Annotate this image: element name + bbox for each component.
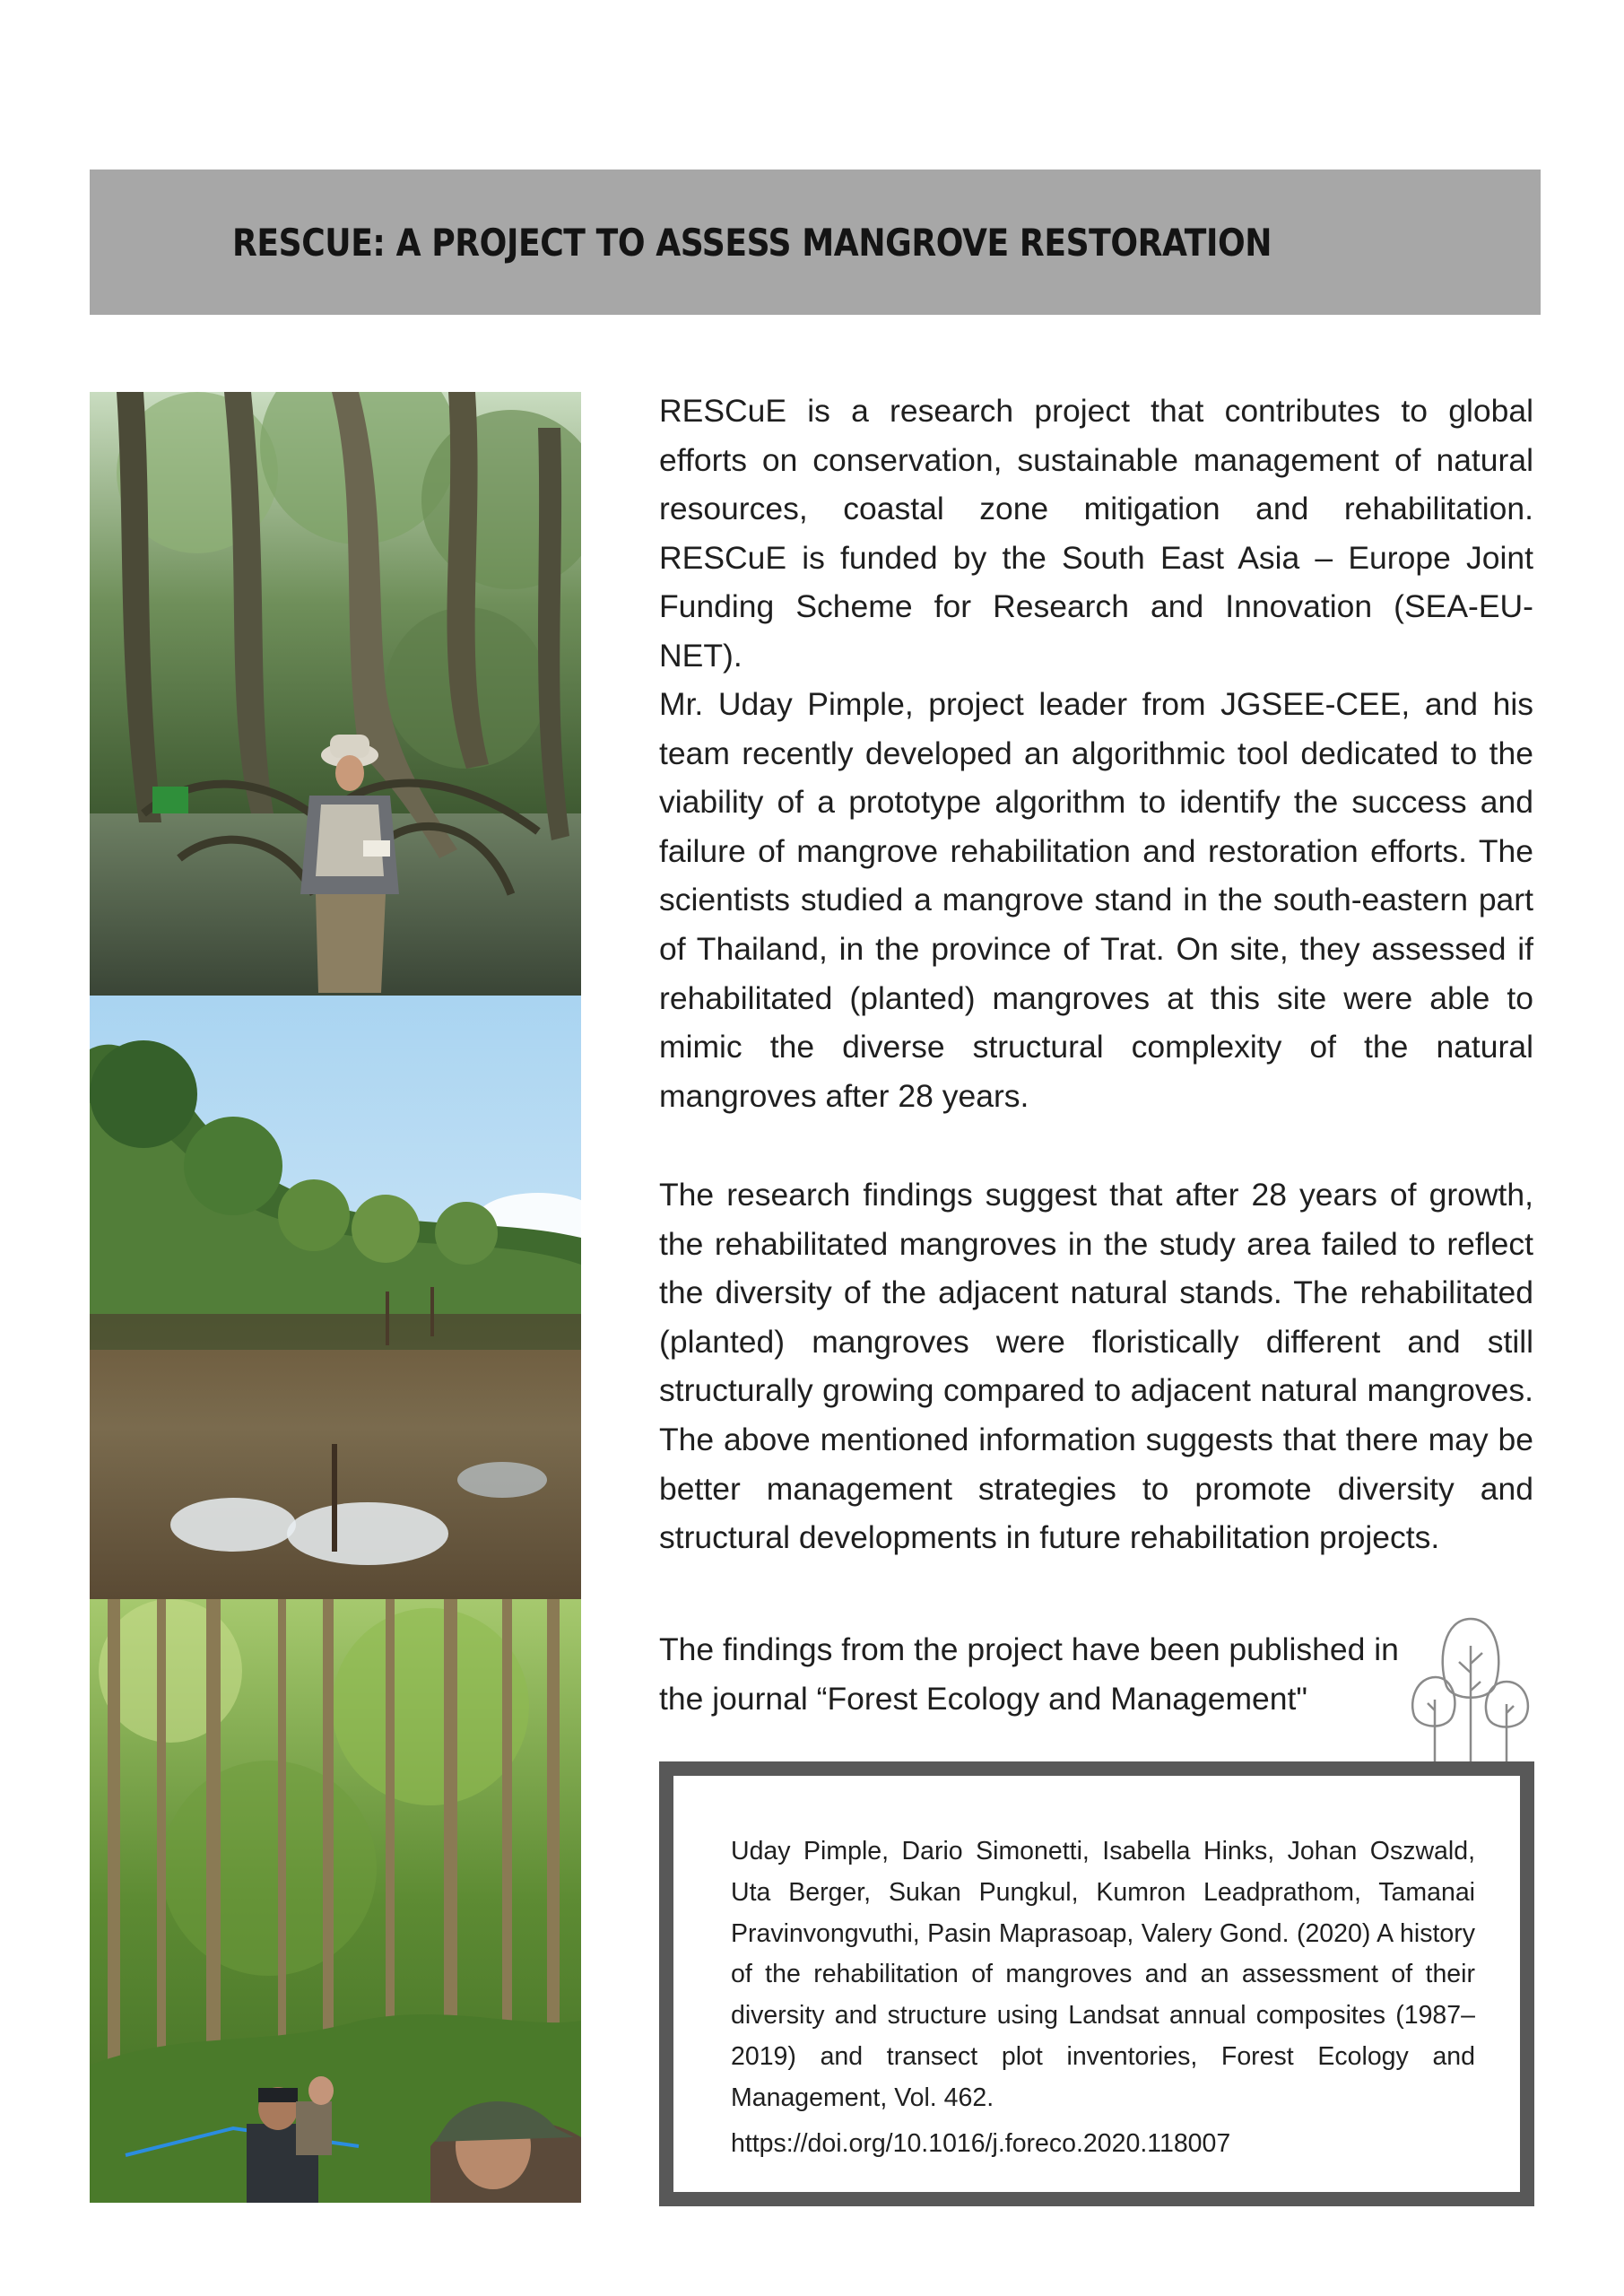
publication-paragraph: The findings from the project have been published in the journal “Forest Ecology and Management" [659, 1631, 1399, 1717]
photo-mangrove-lagoon [90, 996, 581, 1599]
photo-researchers-in-forest [90, 1599, 581, 2203]
citation-text: Uday Pimple, Dario Simonetti, Isabella Hinks, Johan Oszwald, Uta Berger, Sukan Pungkul, Kumron Leadprathom, Tamanai Pravinvongvuthi, Pasin Maprasoap, Valery Gond. (2020) A history of the rehabilitation of mangroves and an assessment of their diversity and structure using Landsat annual composites (1987–2019) and transect plot inventories, Forest Ecology and Management, Vol. 462. [731, 1837, 1475, 2112]
findings-paragraph: The research findings suggest that after 28 years of growth, the rehabilitated mangroves in the study area failed to reflect the diversity of the adjacent natural stands. The rehabilitated (planted) mangroves were floristically different and still structurally growing compared to adjacent natural mangroves. The above mentioned information suggests that there may be better management strategies to promote diversity and structural developments in future rehabilitation projects. [659, 1177, 1533, 1556]
title-banner [90, 170, 1541, 315]
trees-icon [1403, 1610, 1538, 1767]
photo-researcher-in-mangroves [90, 392, 581, 996]
team-paragraph: Mr. Uday Pimple, project leader from JGSEE-CEE, and his team recently developed an algorithmic tool dedicated to the viability of a prototype algorithm to identify the success and failure of mangrove rehabilitation and restoration efforts. The scientists studied a mangrove stand in the south-eastern part of Thailand, in the province of Trat. On site, they assessed if rehabilitated (planted) mangroves at this site were able to mimic the diverse structural complexity of the natural mangroves after 28 years. [659, 686, 1533, 1114]
page-title: RESCUE: A PROJECT TO ASSESS MANGROVE RESTORATION [232, 220, 1272, 265]
citation-box [659, 1761, 1534, 2206]
citation-doi-link[interactable]: https://doi.org/10.1016/j.foreco.2020.118007 [731, 2129, 1231, 2158]
intro-paragraph: RESCuE is a research project that contributes to global efforts on conservation, sustainable management of natural resources, coastal zone mitigation and rehabilitation. RESCuE is funded by the South East Asia – Europe Joint Funding Scheme for Research and Innovation (SEA-EU-NET). [659, 393, 1533, 674]
